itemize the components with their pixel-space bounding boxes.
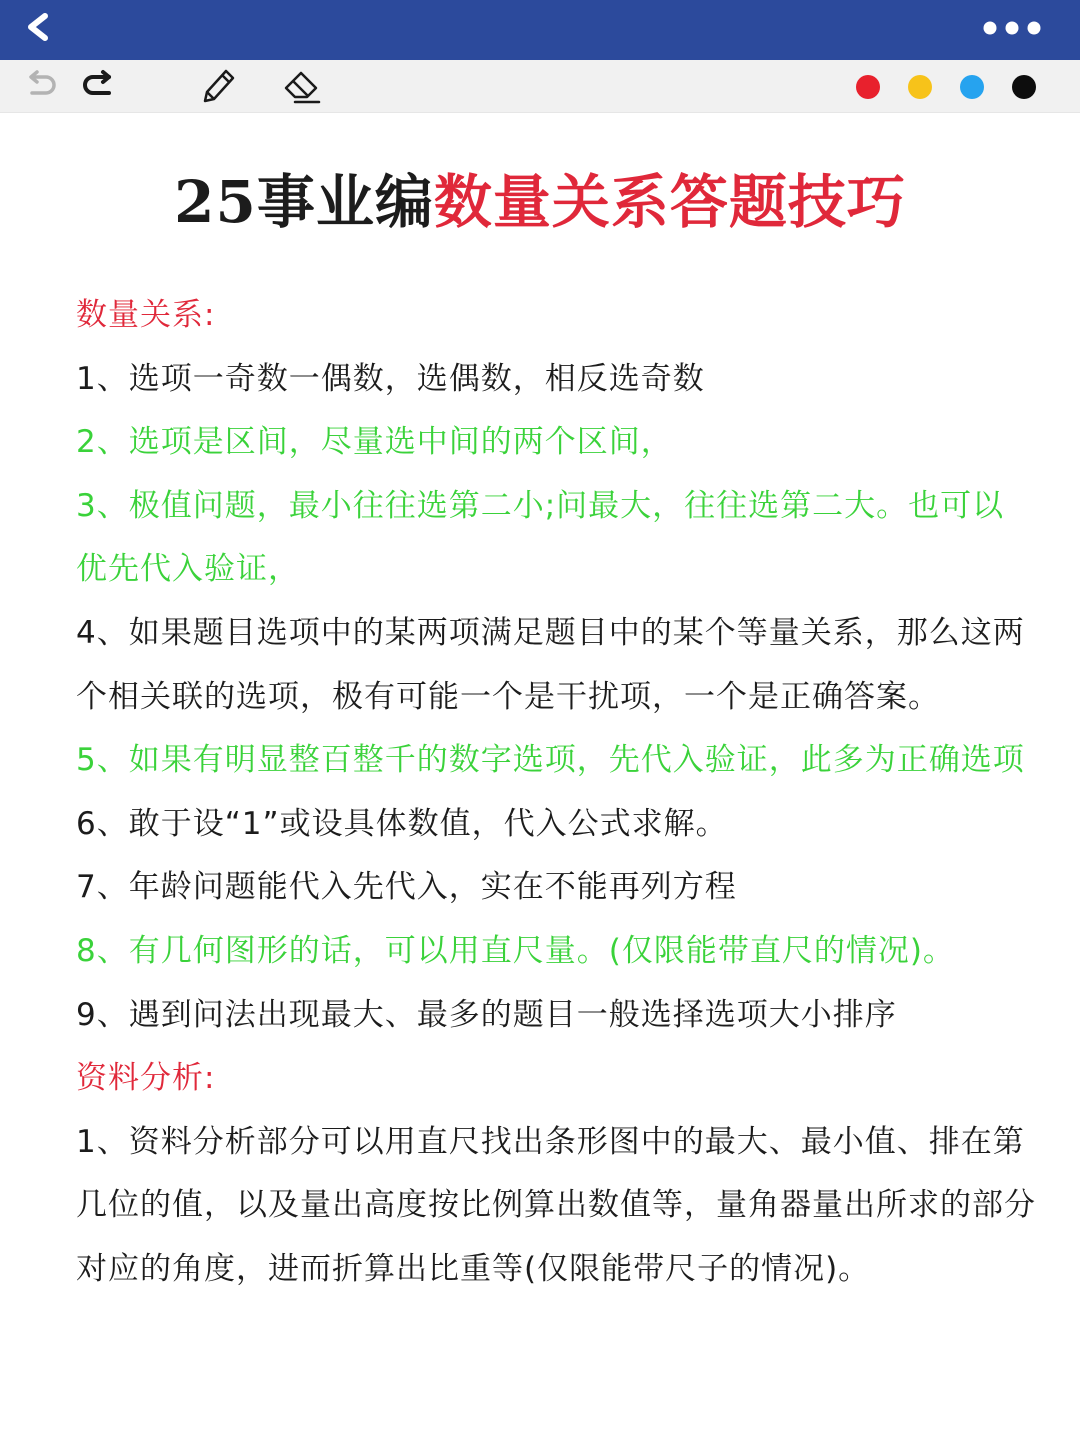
title-highlight: 数量关系答题技巧 (433, 168, 906, 236)
back-button[interactable] (18, 8, 62, 52)
section-heading-data-analysis: 资料分析: (76, 1060, 216, 1097)
list-item: 9、遇到问法出现最大、最多的题目一般选择选项大小排序 (76, 996, 897, 1033)
page-title (0, 166, 1080, 238)
color-swatch-yellow[interactable] (908, 75, 932, 99)
title-prefix: 25事业编 (174, 168, 434, 236)
pencil-tool-button[interactable] (196, 64, 240, 108)
color-swatch-blue[interactable] (960, 75, 984, 99)
note-content (76, 284, 1036, 1302)
list-item: 7、年龄问题能代入先代入，实在不能再列方程 (76, 869, 737, 906)
more-dots-icon (982, 14, 1046, 44)
color-swatch-black[interactable] (1012, 75, 1036, 99)
redo-button[interactable] (76, 64, 120, 108)
more-options-button[interactable] (982, 14, 1046, 44)
redo-icon (76, 64, 120, 108)
list-item: 2、选项是区间，尽量选中间的两个区间， (76, 424, 673, 461)
eraser-tool-button[interactable] (280, 64, 324, 108)
top-bar (0, 0, 1080, 60)
list-item: 1、资料分析部分可以用直尺找出条形图中的最大、最小值、排在第几位的值，以及量出高度按比例算出数值等，量角器量出所求的部分对应的角度，进而折算出比重等(仅限能带尺子的情况)。 (76, 1123, 1036, 1287)
list-item: 4、如果题目选项中的某两项满足题目中的某个等量关系，那么这两个相关联的选项，极有可能一个是干扰项，一个是正确答案。 (76, 614, 1025, 715)
pencil-icon (196, 64, 240, 108)
eraser-icon (280, 64, 324, 108)
section-heading-quantity: 数量关系: (76, 297, 216, 333)
list-item: 8、有几何图形的话，可以用直尺量。(仅限能带直尺的情况)。 (76, 932, 955, 969)
undo-icon (18, 64, 62, 108)
list-item: 5、如果有明显整百整千的数字选项，先代入验证，此多为正确选项 (76, 742, 1025, 779)
list-item: 1、选项一奇数一偶数，选偶数，相反选奇数 (76, 360, 705, 397)
list-item: 3、极值问题，最小往往选第二小;问最大，往往选第二大。也可以优先代入验证， (76, 487, 1005, 588)
color-swatch-red[interactable] (856, 75, 880, 99)
list-item: 6、敢于设“1”或设具体数值，代入公式求解。 (76, 805, 728, 842)
chevron-left-icon (18, 8, 62, 52)
undo-button[interactable] (18, 64, 62, 108)
